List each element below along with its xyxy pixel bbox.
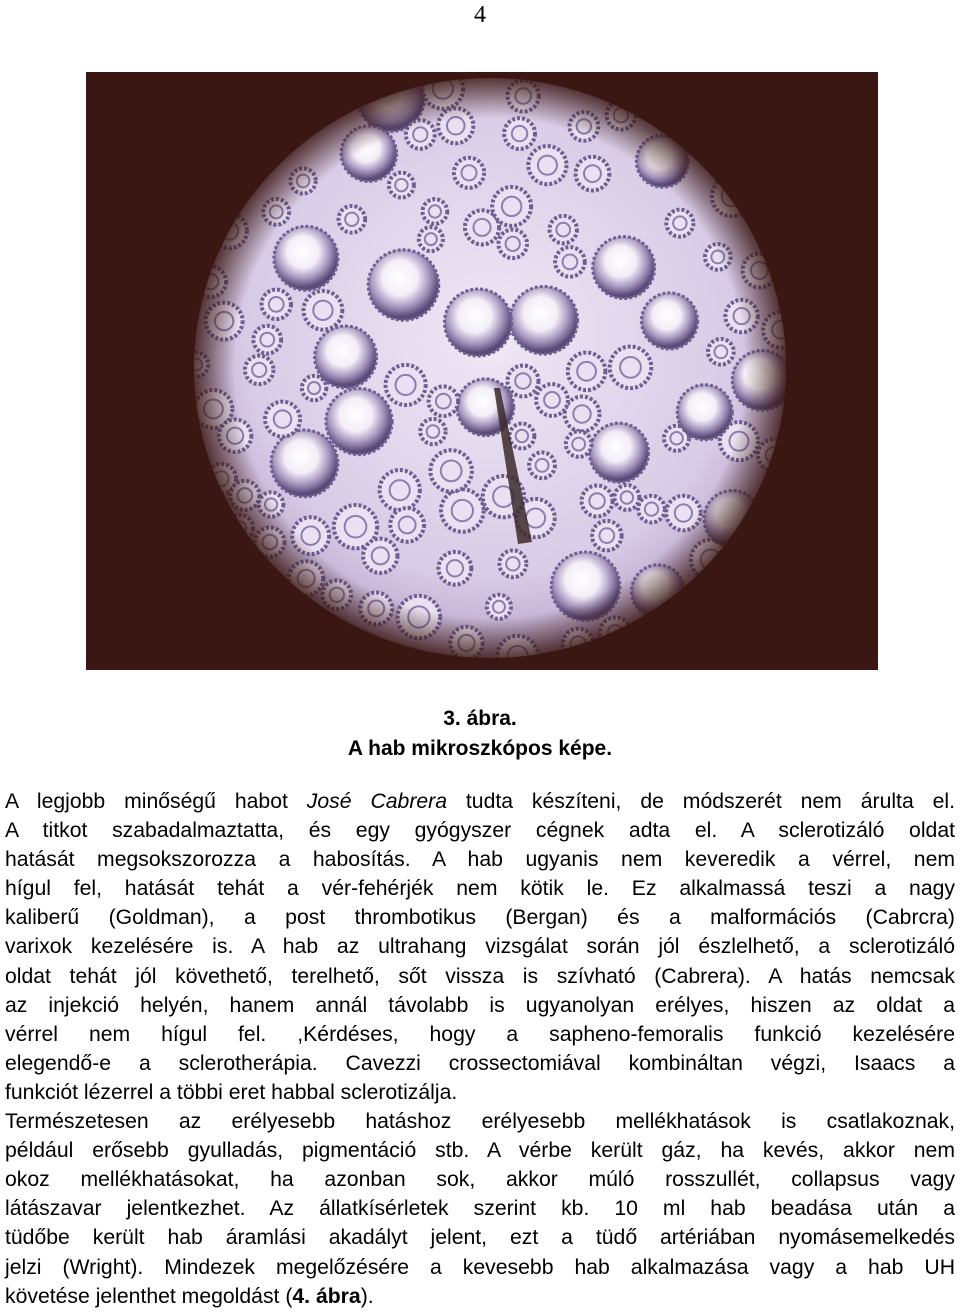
text-line: például erősebb gyulladás, pigmentáció stb. A vérbe került gáz, ha kevés, akkor nem [5, 1139, 955, 1163]
figure-reference: 4. ábra [292, 1284, 361, 1308]
text-line: funkciót lézerrel a többi eret habbal sclerotizálja. [5, 1080, 458, 1104]
foam-microscope-photo-icon [86, 72, 878, 670]
text-line: tüdőbe került hab áramlási akadályt jelent, ezt a tüdő artériában nyomásemelkedés [5, 1226, 955, 1250]
text-line: vérrel nem hígul fel. ,Kérdéses, hogy a sapheno-femoralis funkció kezelésére [5, 1022, 955, 1046]
text-segment: ). [360, 1284, 374, 1308]
text-segment: tudta készíteni, de módszerét nem árulta el. [447, 790, 956, 813]
text-line: varixok kezelésére is. A hab az ultrahang vizsgálat során jól észlelhető, a sclerotizáló [5, 935, 955, 959]
text-line: elegendő-e a sclerotherápia. Cavezzi crossectomiával kombináltan végzi, Isaacs a [5, 1051, 955, 1075]
text-line: látászavar jelentkezhet. Az állatkísérletek szerint kb. 10 ml hab beadása után a [5, 1197, 955, 1221]
text-line: kaliberű (Goldman), a post thrombotikus (Bergan) és a malformációs (Cabrcra) [5, 906, 955, 930]
text-line: hatását megsokszorozza a habosítás. A hab ugyanis nem keveredik a vérrel, nem [5, 848, 955, 872]
text-segment: követése jelenthet megoldást ( [5, 1284, 293, 1308]
text-line: hígul fel, hatását tehát a vér-fehérjék nem kötik le. Ez alkalmassá teszi a nagy [5, 877, 955, 901]
text-line: Természetesen az erélyesebb hatáshoz erélyesebb mellékhatások is csatlakoznak, [5, 1110, 955, 1134]
figure-title: A hab mikroszkópos képe. [347, 737, 613, 760]
body-paragraph [5, 787, 955, 1311]
author-name-italic: José Cabrera [306, 790, 447, 813]
text-line: oldat tehát jól követhető, terelhető, sőt vissza is szívható (Cabrera). A hatás nemcsak [5, 964, 955, 988]
text-segment: A legjobb minőségű habot [5, 790, 307, 813]
text-line [5, 787, 955, 816]
foam-microscope-image [86, 72, 878, 670]
figure-number: 3. ábra. [443, 707, 517, 730]
text-line: okoz mellékhatásokat, ha azonban sok, akkor múló rosszullét, collapsus vagy [5, 1168, 955, 1192]
text-line: jelzi (Wright). Mindezek megelőzésére a kevesebb hab alkalmazása vagy a hab UH [5, 1255, 955, 1279]
page-number: 4 [474, 2, 486, 28]
text-line: az injekció helyén, hanem annál távolabb is ugyanolyan erélyes, hiszen az oldat a [5, 993, 955, 1017]
text-line: A titkot szabadalmaztatta, és egy gyógyszer cégnek adta el. A sclerotizáló oldat [5, 819, 955, 843]
text-line [5, 1282, 955, 1311]
figure-caption [0, 704, 960, 764]
